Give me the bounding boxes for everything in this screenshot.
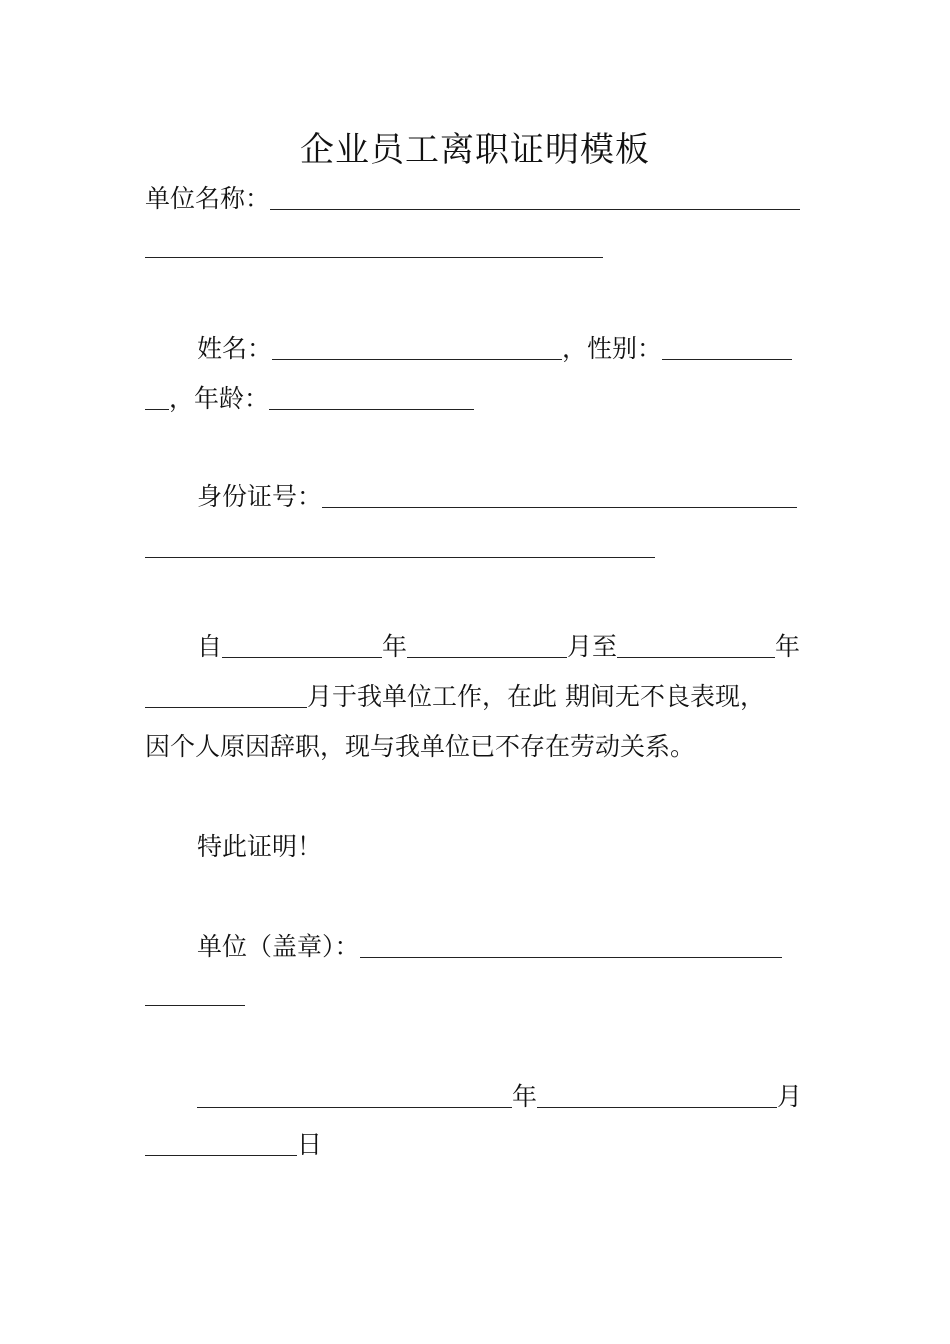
age-label: ，年龄： [169,384,270,413]
end-month-blank[interactable] [145,681,307,708]
age-row [145,380,474,416]
period-month-to-label: 月至 [567,632,618,661]
id-row [197,478,797,514]
document-title: 企业员工离职证明模板 [300,130,650,170]
seal-blank[interactable] [360,931,782,958]
date-month-blank[interactable] [537,1081,777,1108]
gender-blank[interactable] [662,333,792,360]
id-label: 身份证号： [197,482,323,511]
period-row [197,628,800,664]
date-day-blank[interactable] [145,1129,297,1156]
unit-name-row-cont [145,228,603,264]
start-year-blank[interactable] [222,631,382,658]
seal-row-cont [145,976,245,1012]
unit-name-row [145,180,800,216]
id-blank-cont[interactable] [145,531,655,558]
seal-blank-cont[interactable] [145,979,245,1006]
unit-name-blank-cont[interactable] [145,231,603,258]
end-year-blank[interactable] [617,631,775,658]
name-blank[interactable] [272,333,562,360]
unit-name-blank[interactable] [270,183,800,210]
date-year-label: 年 [512,1082,538,1111]
start-month-blank[interactable] [407,631,567,658]
id-row-cont [145,528,655,564]
id-blank[interactable] [322,481,797,508]
unit-name-label: 单位名称： [145,184,271,213]
period-year2-label: 年 [775,632,801,661]
period-year-label: 年 [382,632,408,661]
date-day-label: 日 [297,1130,323,1159]
date-year-blank[interactable] [197,1081,512,1108]
age-blank[interactable] [269,383,474,410]
period-from-label: 自 [197,632,223,661]
period-row-2 [145,678,765,714]
gender-label: ，性别： [562,334,663,363]
statement-line-2: 因个人原因辞职，现与我单位已不存在劳动关系。 [145,732,696,761]
seal-row [197,928,782,964]
date-month-label: 月 [777,1082,803,1111]
statement-line-1: 月于我单位工作，在此 期间无不良表现， [307,682,765,711]
date-row-cont [145,1126,322,1162]
gender-blank-cont[interactable] [145,383,169,410]
seal-label: 单位（盖章）： [197,932,360,961]
name-label: 姓名： [197,334,273,363]
certify-row [197,828,322,864]
date-row [197,1078,802,1114]
certify-text: 特此证明！ [197,832,323,861]
name-gender-row [197,330,792,366]
period-row-3 [145,728,695,764]
